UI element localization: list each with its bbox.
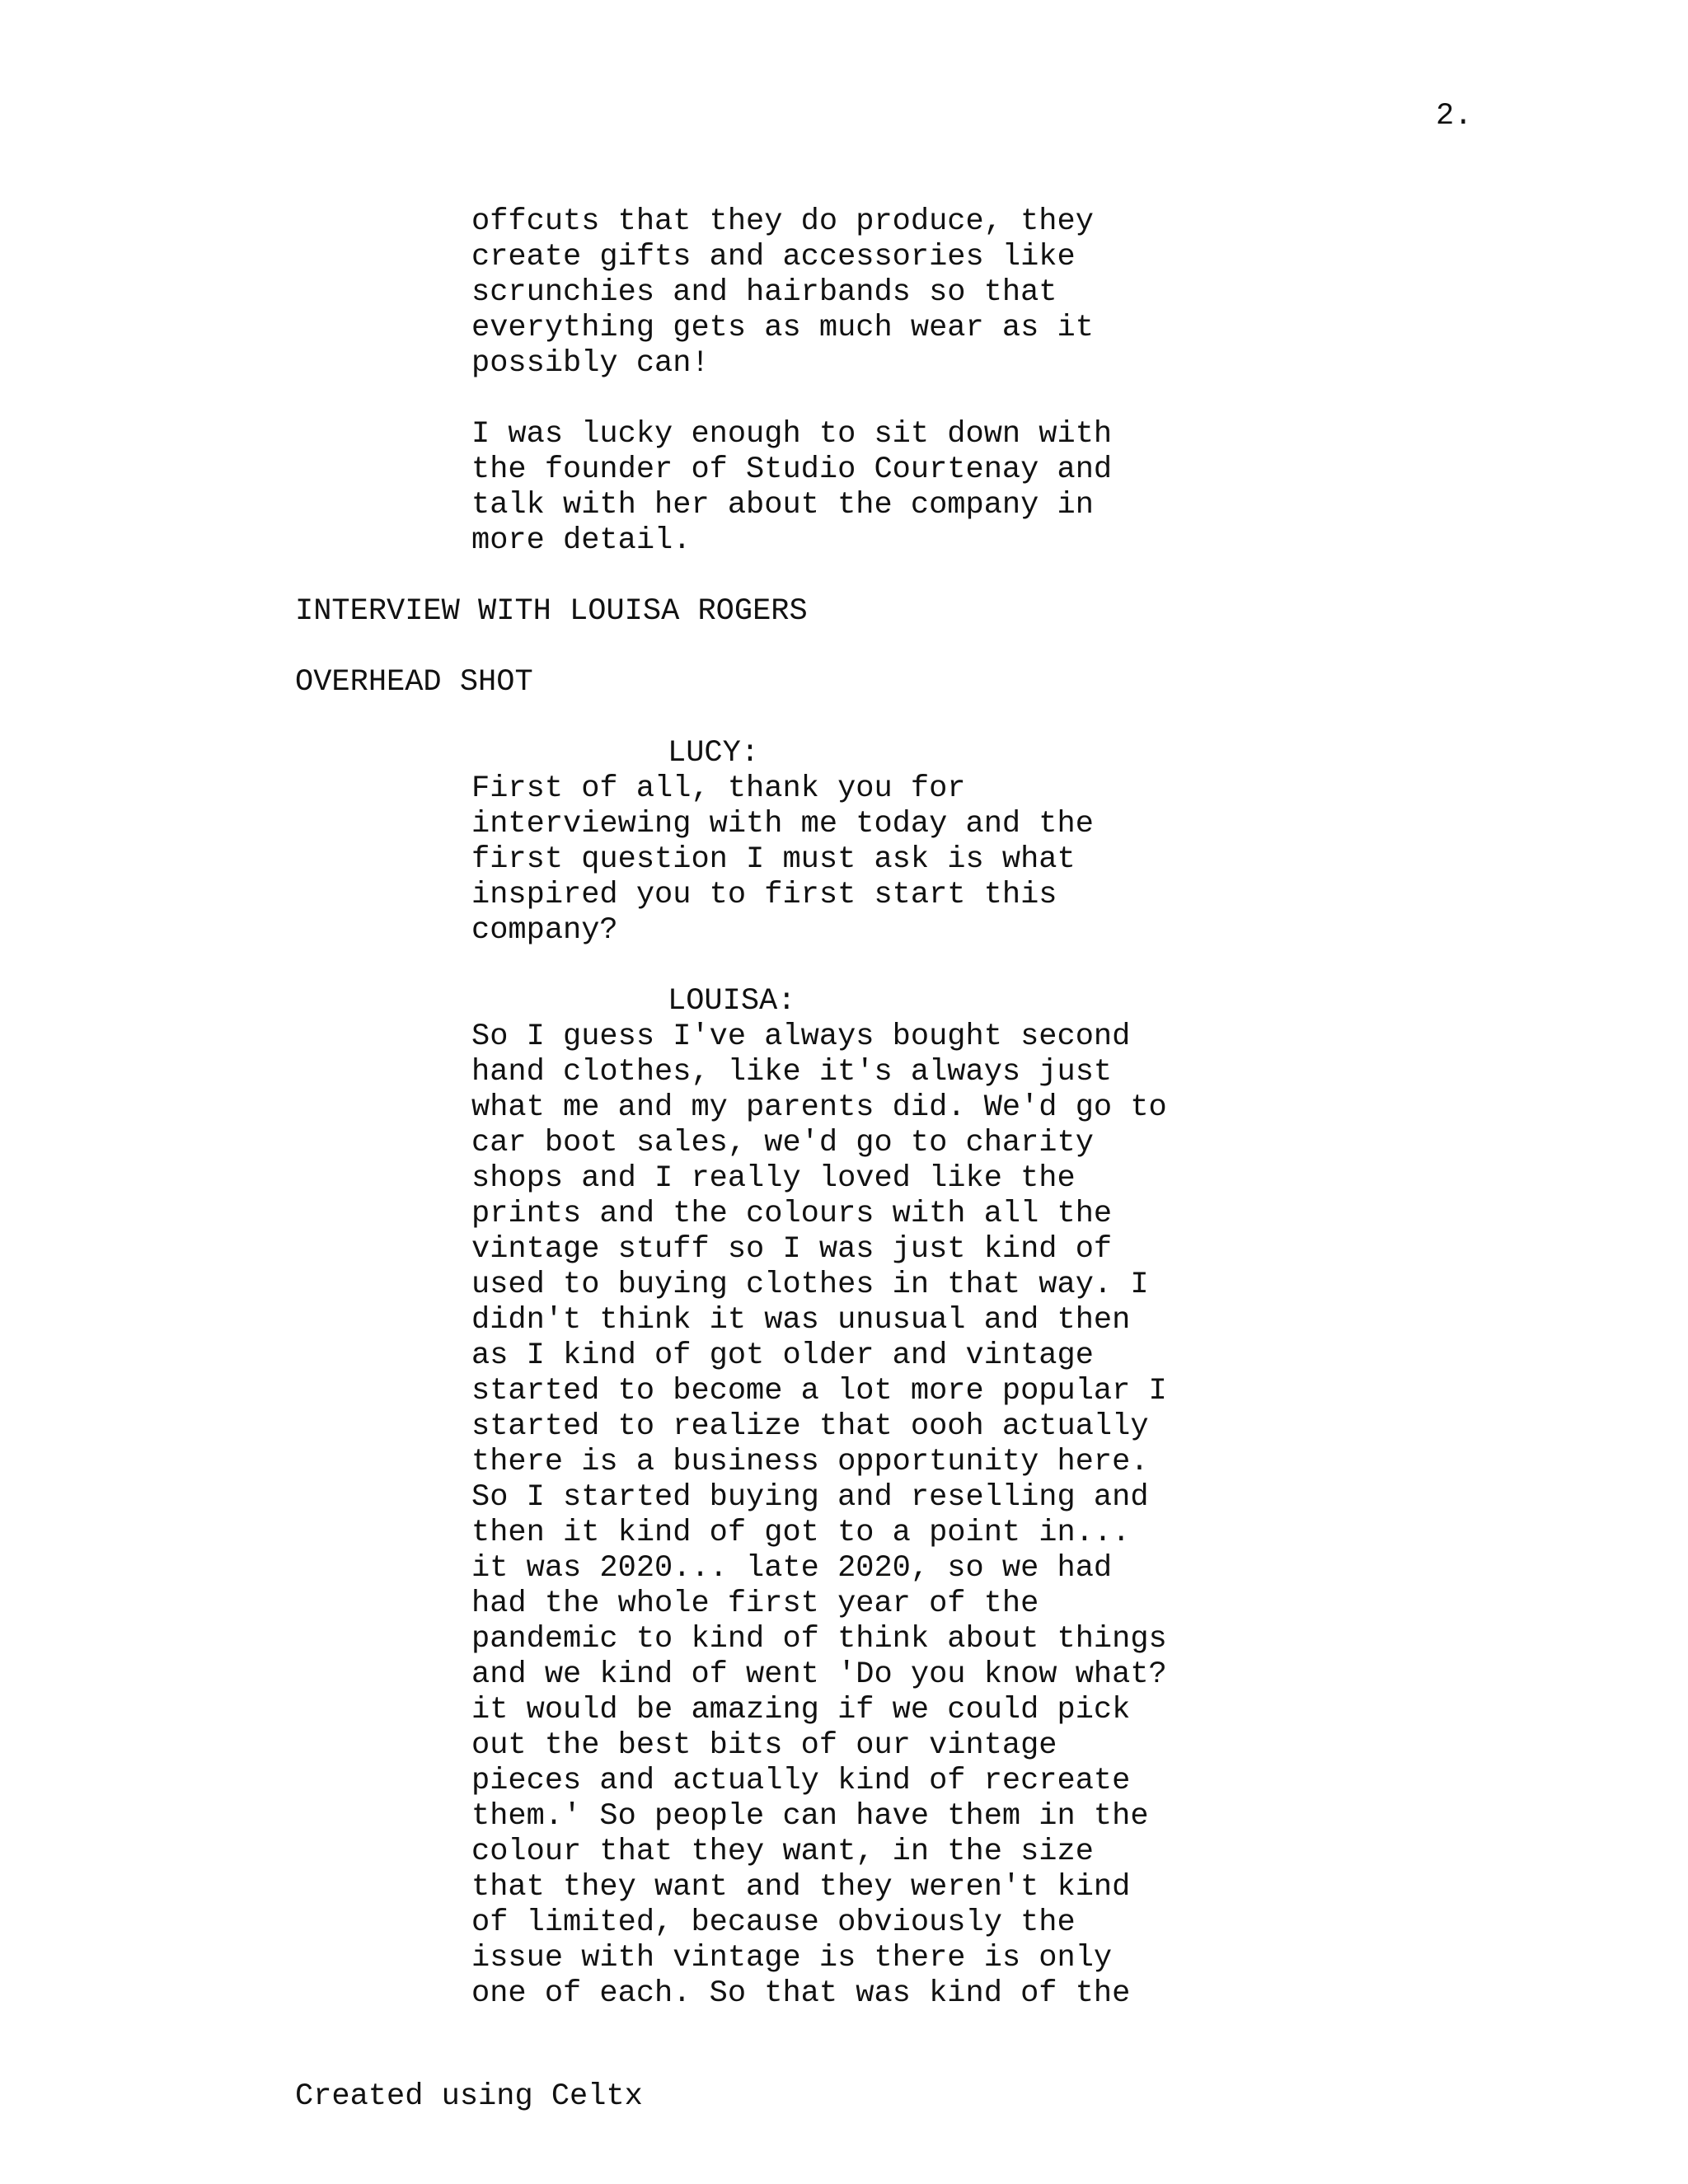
dialogue-line: and we kind of went 'Do you know what? (471, 1657, 1167, 1692)
dialogue-line: had the whole first year of the (471, 1586, 1039, 1621)
page-number: 2. (1436, 99, 1473, 134)
dialogue-line: issue with vintage is there is only (471, 1941, 1113, 1975)
scene-heading-1 (295, 594, 808, 630)
dialogue-line: shops and I really loved like the (471, 1161, 1076, 1196)
dialogue-line: it would be amazing if we could pick (471, 1693, 1131, 1727)
dialogue-line: car boot sales, we'd go to charity (471, 1126, 1094, 1160)
scene-heading-2 (295, 665, 533, 701)
dialogue-line: one of each. So that was kind of the (471, 1976, 1131, 2011)
dialogue-line: interviewing with me today and the (471, 807, 1094, 841)
action-line: more detail. (471, 523, 692, 558)
action-line: the founder of Studio Courtenay and (471, 452, 1113, 487)
character-lucy (668, 736, 759, 771)
dialogue-line: hand clothes, like it's always just (471, 1055, 1113, 1090)
action-line: everything gets as much wear as it (471, 311, 1094, 345)
dialogue-line: it was 2020... late 2020, so we had (471, 1551, 1113, 1586)
scene-heading-text: OVERHEAD SHOT (295, 665, 533, 700)
dialogue-line: colour that they want, in the size (471, 1835, 1094, 1869)
dialogue-line: First of all, thank you for (471, 771, 966, 806)
dialogue-line: first question I must ask is what (471, 842, 1076, 877)
action-line: offcuts that they do produce, they (471, 204, 1094, 239)
dialogue-line: started to become a lot more popular I (471, 1374, 1167, 1408)
character-name: LOUISA: (668, 984, 796, 1019)
dialogue-line: used to buying clothes in that way. I (471, 1268, 1149, 1302)
footer-credit: Created using Celtx (295, 2079, 643, 2114)
dialogue-line: vintage stuff so I was just kind of (471, 1232, 1113, 1267)
dialogue-line: of limited, because obviously the (471, 1905, 1076, 1940)
dialogue-line: prints and the colours with all the (471, 1197, 1113, 1231)
dialogue-line: So I started buying and reselling and (471, 1480, 1149, 1515)
dialogue-line: started to realize that oooh actually (471, 1409, 1149, 1444)
dialogue-line: them.' So people can have them in the (471, 1799, 1149, 1834)
action-block-1 (471, 204, 1094, 382)
dialogue-line: out the best bits of our vintage (471, 1728, 1057, 1763)
dialogue-line: what me and my parents did. We'd go to (471, 1090, 1167, 1125)
scene-heading-text: INTERVIEW WITH LOUISA ROGERS (295, 594, 808, 629)
action-line: scrunchies and hairbands so that (471, 275, 1057, 310)
character-louisa (668, 984, 795, 1019)
dialogue-line: pandemic to kind of think about things (471, 1622, 1167, 1657)
dialogue-line: pieces and actually kind of recreate (471, 1764, 1131, 1798)
action-line: possibly can! (471, 346, 710, 381)
dialogue-lucy (471, 771, 1094, 949)
action-block-2 (471, 417, 1112, 559)
dialogue-louisa (471, 1019, 1167, 2012)
dialogue-line: there is a business opportunity here. (471, 1445, 1149, 1479)
character-name: LUCY: (668, 736, 760, 771)
dialogue-line: inspired you to first start this (471, 878, 1057, 912)
dialogue-line: didn't think it was unusual and then (471, 1303, 1131, 1338)
action-line: I was lucky enough to sit down with (471, 417, 1113, 452)
dialogue-line: as I kind of got older and vintage (471, 1338, 1094, 1373)
dialogue-line: that they want and they weren't kind (471, 1870, 1131, 1905)
dialogue-line: So I guess I've always bought second (471, 1019, 1131, 1054)
dialogue-line: then it kind of got to a point in... (471, 1516, 1131, 1550)
action-line: talk with her about the company in (471, 488, 1094, 523)
dialogue-line: company? (471, 913, 618, 948)
action-line: create gifts and accessories like (471, 240, 1076, 274)
